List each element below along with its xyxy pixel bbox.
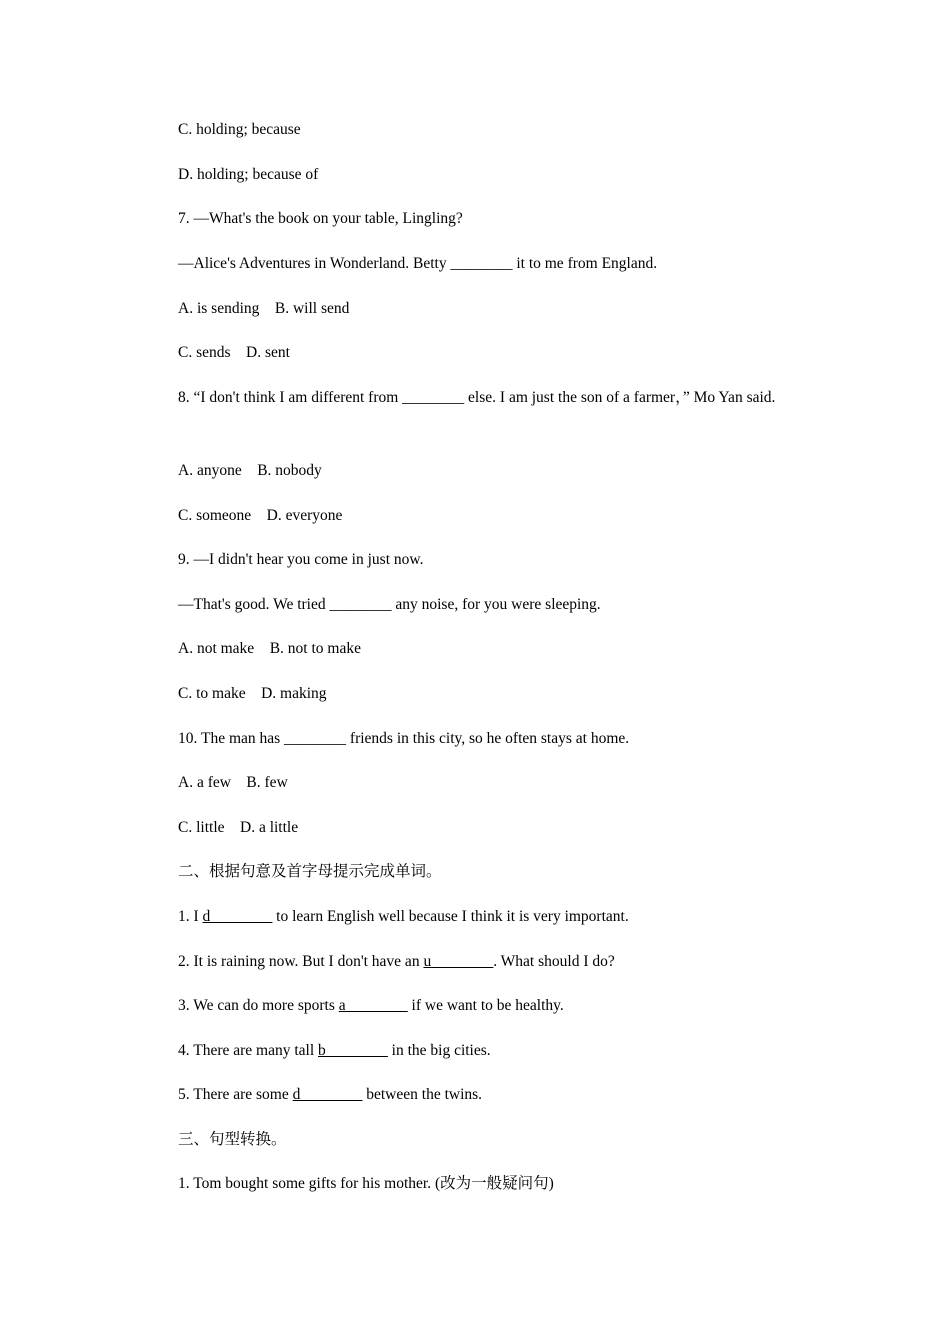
item-text: 4. There are many tall [178, 1042, 319, 1059]
q8-options-cd: C. someone D. everyone [178, 507, 343, 524]
item-text: 2. It is raining now. But I don't have an [178, 953, 424, 970]
q7-answer: —Alice's Adventures in Wonderland. Betty ________ it to me from England. [178, 255, 658, 272]
item-text: 3. We can do more sports [178, 997, 339, 1014]
initial-letter: u [423, 953, 432, 970]
q9-answer: —That's good. We tried ________ any noise, for you were sleeping. [178, 596, 601, 613]
q7-options-ab: A. is sending B. will send [178, 300, 350, 317]
item-text: to learn English well because I think it is very important. [272, 908, 629, 925]
blank-field[interactable] [339, 997, 408, 1014]
section2-item-2 [178, 951, 615, 973]
blank-underscores: ________ [300, 1086, 363, 1103]
q6-option-c: C. holding; because [178, 121, 301, 138]
item-text: if we want to be healthy. [407, 997, 564, 1014]
q10-question: 10. The man has ________ friends in this city, so he often stays at home. [178, 730, 630, 747]
blank-underscores: ________ [431, 953, 494, 970]
q8-question: 8. “I don't think I am different from ________ else. I am just the son of a farmer，” Mo Yan said. [178, 389, 776, 406]
q10-options-cd: C. little D. a little [178, 819, 299, 836]
section3-item-1: 1. Tom bought some gifts for his mother. (改为一般疑问句) [178, 1175, 554, 1192]
item-text: . What should I do? [493, 953, 615, 970]
item-text: 5. There are some [178, 1086, 293, 1103]
section2-heading: 二、根据句意及首字母提示完成单词。 [178, 863, 442, 880]
q9-options-ab: A. not make B. not to make [178, 640, 361, 657]
blank-underscores: ________ [345, 997, 408, 1014]
initial-letter: d [292, 1086, 301, 1103]
item-text: 1. I [178, 908, 203, 925]
initial-letter: a [338, 997, 346, 1014]
q10-options-ab: A. a few B. few [178, 774, 288, 791]
item-text: in the big cities. [387, 1042, 491, 1059]
blank-field[interactable] [293, 1086, 363, 1103]
blank-field[interactable] [318, 1042, 388, 1059]
blank-field[interactable] [203, 908, 273, 925]
q6-option-d: D. holding; because of [178, 166, 319, 183]
q8-options-ab: A. anyone B. nobody [178, 462, 322, 479]
q7-options-cd: C. sends D. sent [178, 344, 290, 361]
q9-question: 9. —I didn't hear you come in just now. [178, 551, 424, 568]
blank-underscores: ________ [210, 908, 273, 925]
section2-item-4 [178, 1040, 491, 1062]
initial-letter: d [202, 908, 211, 925]
initial-letter: b [318, 1042, 326, 1059]
q7-question: 7. —What's the book on your table, Lingling? [178, 210, 463, 227]
section2-item-3 [178, 995, 564, 1017]
section2-item-5 [178, 1084, 482, 1106]
blank-underscores: ________ [325, 1042, 388, 1059]
q9-options-cd: C. to make D. making [178, 685, 327, 702]
blank-field[interactable] [423, 953, 493, 970]
section2-item-1 [178, 906, 629, 928]
item-text: between the twins. [362, 1086, 483, 1103]
section3-heading: 三、句型转换。 [178, 1131, 287, 1148]
